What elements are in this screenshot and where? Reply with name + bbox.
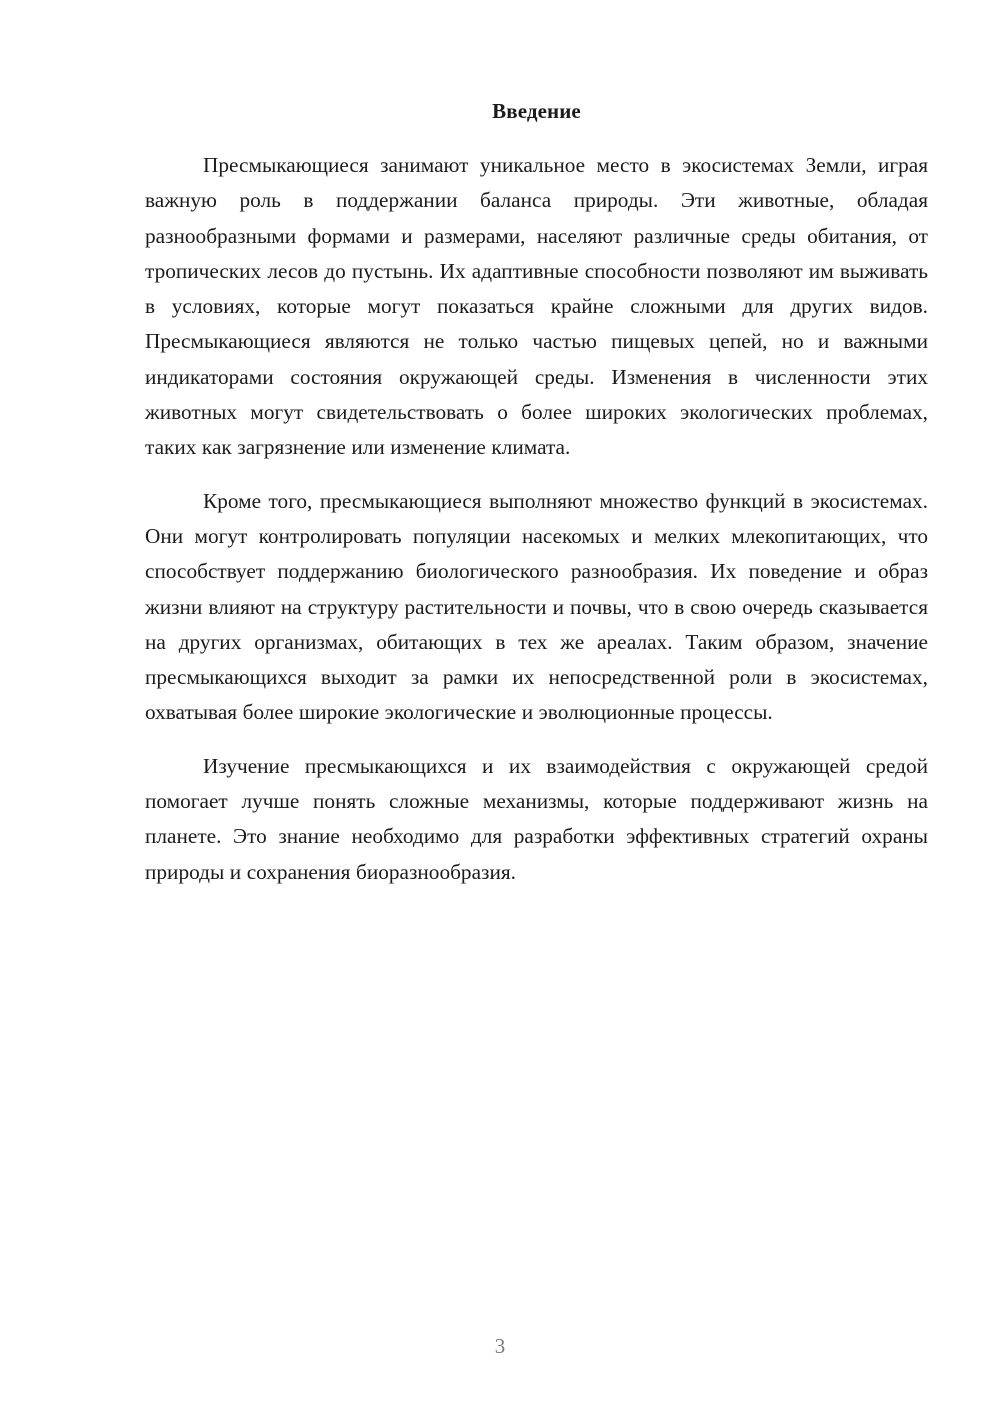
body-paragraph-2: Кроме того, пресмыкающиеся выполняют множество функций в экосистемах. Они могут контролировать популяции насекомых и мелких млекопитающих, что способствует поддержанию биологического разнообразия. Их поведение и образ жизни влияют на структуру растительности и почвы, что в свою очередь сказывается на других организмах, обитающих в тех же ареалах. Таким образом, значение пресмыкающихся выходит за рамки их непосредственной роли в экосистемах, охватывая более широкие экологические и эволюционные процессы. (145, 488, 928, 725)
body-paragraph-3: Изучение пресмыкающихся и их взаимодействия с окружающей средой помогает лучше понять сложные механизмы, которые поддерживают жизнь на планете. Это знание необходимо для разработки эффективных стратегий охраны природы и сохранения биоразнообразия. (145, 753, 928, 884)
body-paragraph-1: Пресмыкающиеся занимают уникальное место в экосистемах Земли, играя важную роль в поддержании баланса природы. Эти животные, обладая разнообразными формами и размерами, населяют различные среды обитания, от тропических лесов до пустынь. Их адаптивные способности позволяют им выживать в условиях, которые могут показаться крайне сложными для других видов. Пресмыкающиеся являются не только частью пищевых цепей, но и важными индикаторами состояния окружающей среды. Изменения в численности этих животных могут свидетельствовать о более широких экологических проблемах, таких как загрязнение или изменение климата. (145, 153, 928, 460)
section-title: Введение (492, 99, 581, 123)
page-number: 3 (494, 1334, 506, 1358)
document-content (145, 96, 928, 908)
